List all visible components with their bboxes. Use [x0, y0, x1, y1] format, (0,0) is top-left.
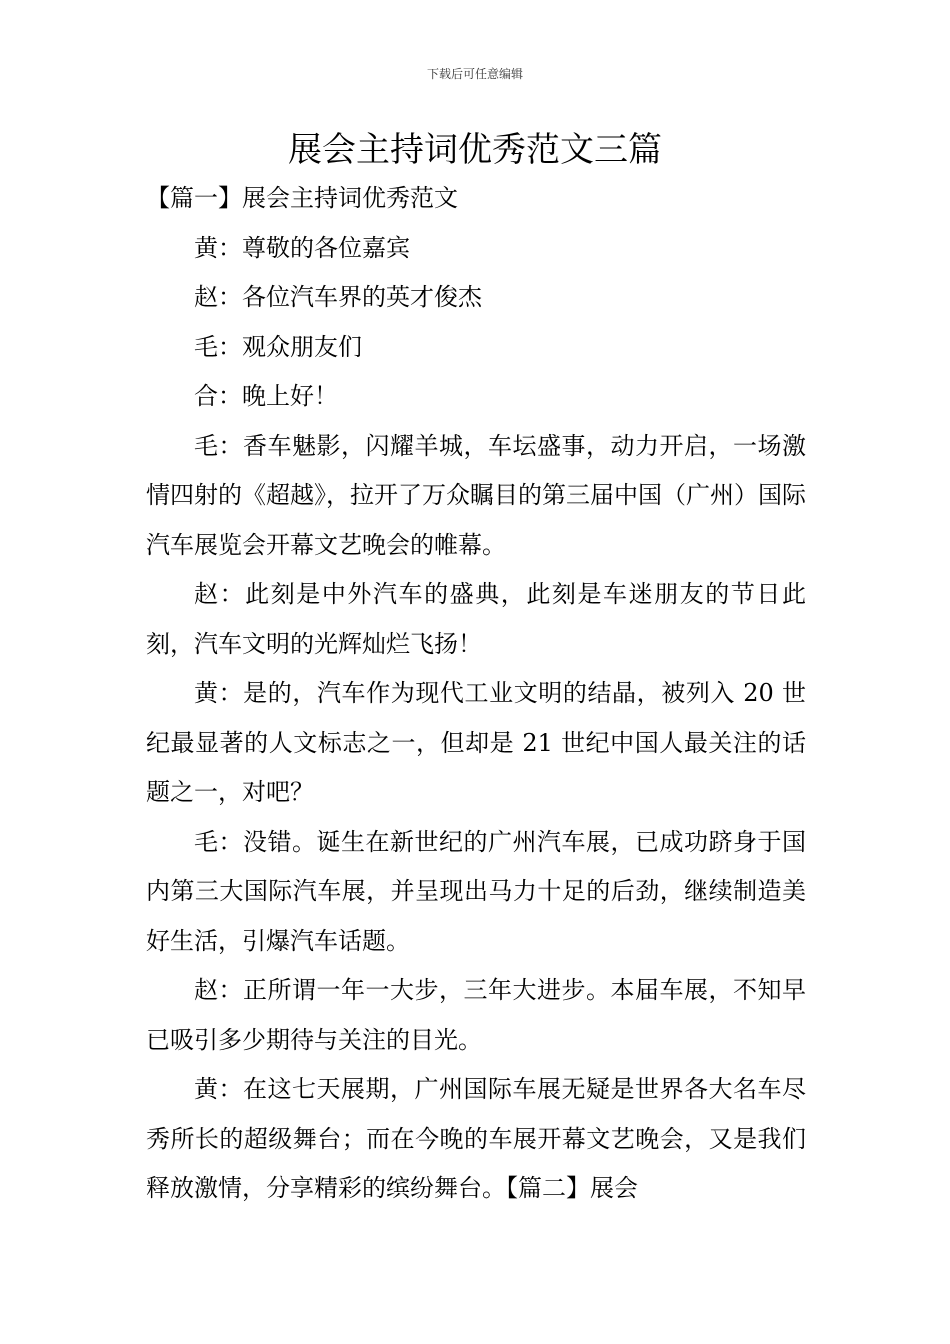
- paragraph: 赵：正所谓一年一大步，三年大进步。本届车展，不知早已吸引多少期待与关注的目光。: [146, 976, 806, 1054]
- paragraph: 黄：在这七天展期，广州国际车展无疑是世界各大名车尽秀所长的超级舞台；而在今晚的车展开幕文艺晚会，又是我们释放激情，分享精彩的缤纷舞台。【篇二】展会: [146, 1075, 806, 1202]
- paragraph: 黄：是的，汽车作为现代工业文明的结晶，被列入 20 世纪最显著的人文标志之一，但却是 21 世纪中国人最关注的话题之一，对吧？: [146, 679, 806, 806]
- paragraph: 赵：此刻是中外汽车的盛典，此刻是车迷朋友的节日此刻，汽车文明的光辉灿烂飞扬！: [146, 580, 806, 658]
- paragraph: 黄：尊敬的各位嘉宾: [194, 233, 410, 262]
- header-note: 下载后可任意编辑: [426, 67, 523, 81]
- paragraph: 【篇一】展会主持词优秀范文: [146, 184, 458, 212]
- paragraph: 赵：各位汽车界的英才俊杰: [194, 283, 482, 311]
- paragraph: 毛：香车魅影，闪耀羊城，车坛盛事，动力开启，一场激情四射的《超越》，拉开了万众瞩目的第三届中国（广州）国际汽车展览会开幕文艺晚会的帷幕。: [146, 431, 806, 559]
- document-title: 展会主持词优秀范文三篇: [288, 130, 662, 170]
- paragraph: 毛：没错。诞生在新世纪的广州汽车展，已成功跻身于国内第三大国际汽车展，并呈现出马力十足的后劲，继续制造美好生活，引爆汽车话题。: [146, 827, 806, 955]
- paragraph: 合：晚上好！: [194, 382, 338, 410]
- document-body: [146, 174, 806, 1214]
- paragraph: 毛：观众朋友们: [194, 332, 362, 361]
